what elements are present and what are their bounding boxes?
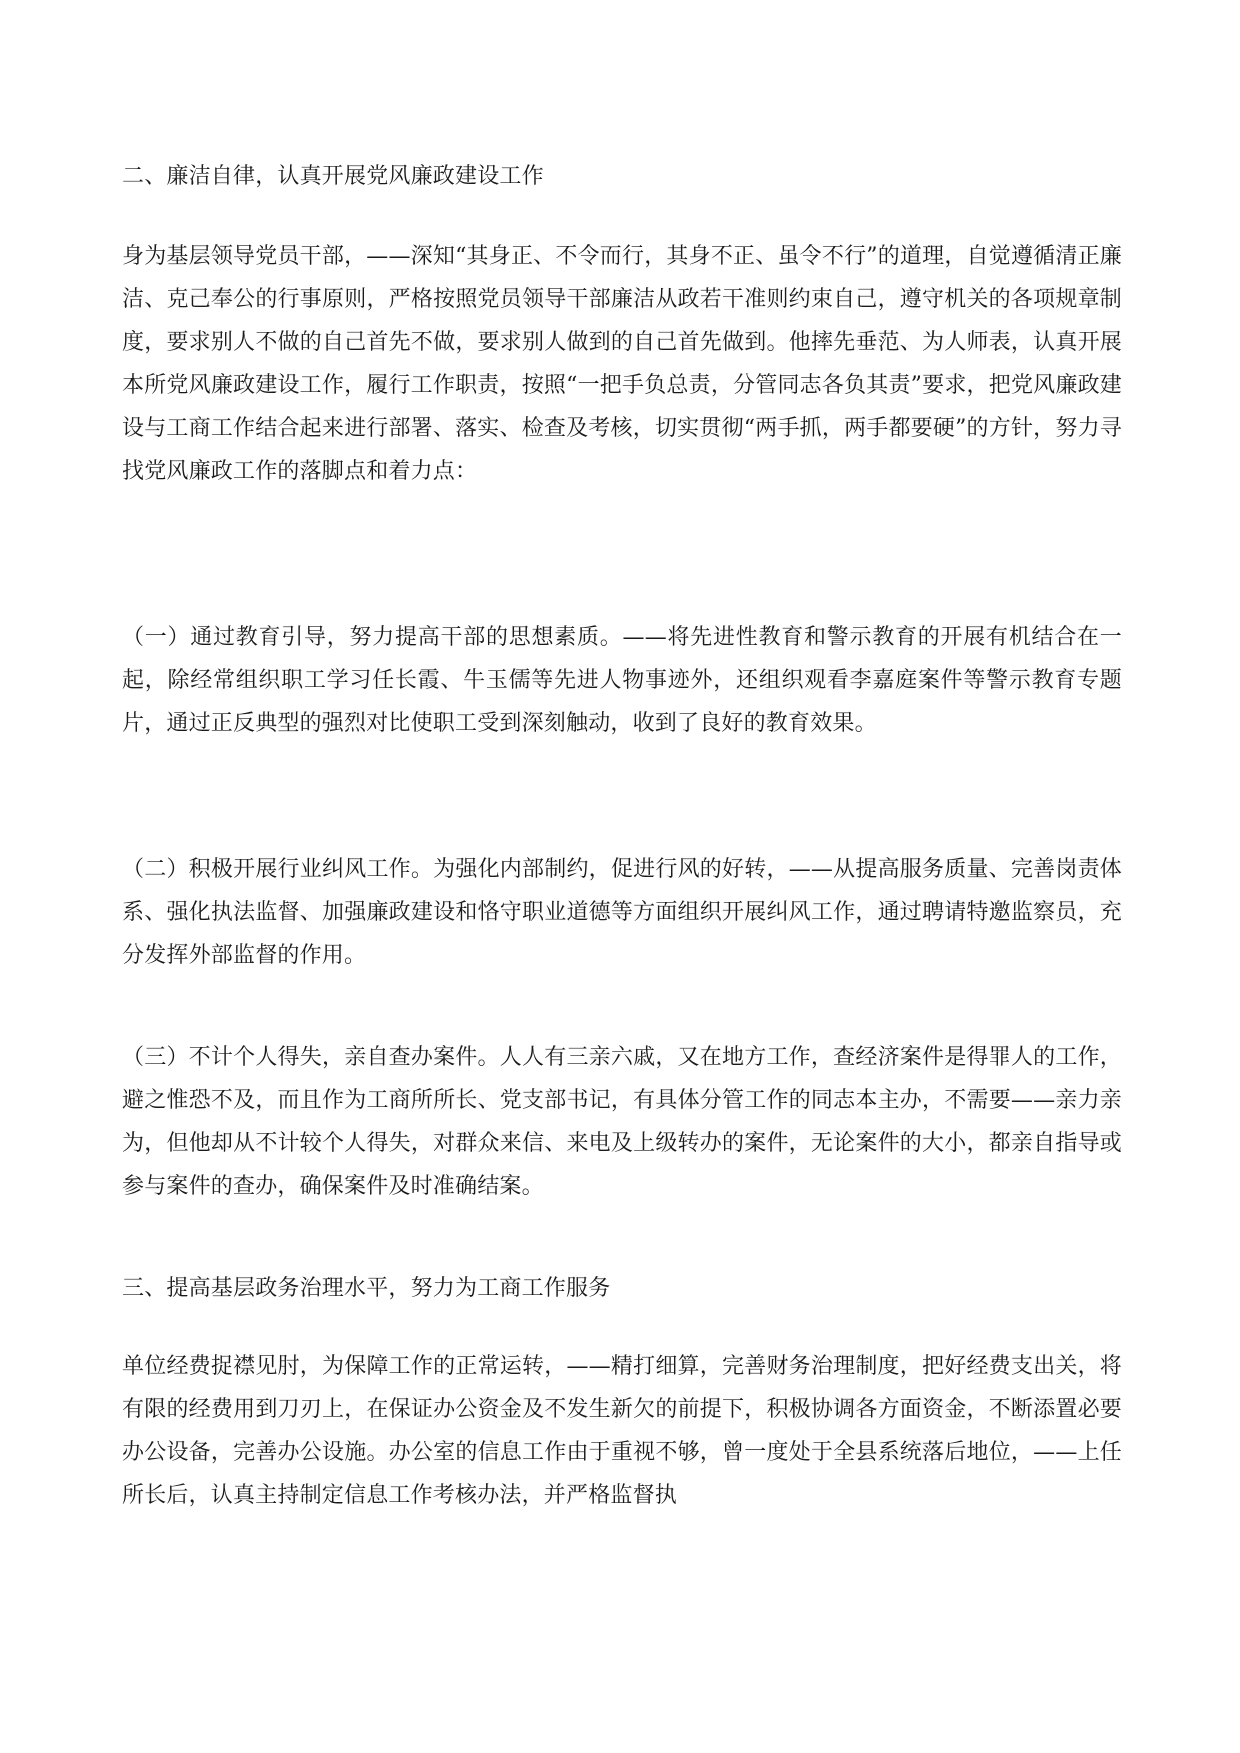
section-heading-3: 三、提高基层政务治理水平，努力为工商工作服务 [122,1276,611,1301]
paragraph-section-2-item-3: （三）不计个人得失，亲自查办案件。人人有三亲六戚，又在地方工作，查经济案件是得罪人的工作，避之惟恐不及，而且作为工商所所长、党支部书记，有具体分管工作的同志本主办，不需要——亲力亲为，但他却从不计较个人得失，对群众来信、来电及上级转办的案件，无论案件的大小，都亲自指导或参与案件的查办，确保案件及时准确结案。 [122,1045,1122,1199]
paragraph-section-3-item-1: 单位经费捉襟见肘，为保障工作的正常运转，——精打细算，完善财务治理制度，把好经费支出关，将有限的经费用到刀刃上，在保证办公资金及不发生新欠的前提下，积极协调各方面资金，不断添置必要办公设备，完善办公设施。办公室的信息工作由于重视不够，曾一度处于全县系统落后地位，——上任所长后，认真主持制定信息工作考核办法，并严格监督执 [122,1354,1122,1508]
paragraph-section-2-item-2: （二）积极开展行业纠风工作。为强化内部制约，促进行风的好转，——从提高服务质量、完善岗责体系、强化执法监督、加强廉政建设和恪守职业道德等方面组织开展纠风工作，通过聘请特邀监察员，充分发挥外部监督的作用。 [122,857,1122,968]
section-heading-2: 二、廉洁自律，认真开展党风廉政建设工作 [122,164,544,189]
paragraph-section-2-intro: 身为基层领导党员干部，——深知“其身正、不令而行，其身不正、虽令不行”的道理，自觉遵循清正廉洁、克己奉公的行事原则，严格按照党员领导干部廉洁从政若干准则约束自己，遵守机关的各项规章制度，要求别人不做的自己首先不做，要求别人做到的自己首先做到。他摔先垂范、为人师表，认真开展本所党风廉政建设工作，履行工作职责，按照“一把手负总责，分管同志各负其责”要求，把党风廉政建设与工商工作结合起来进行部署、落实、检查及考核，切实贯彻“两手抓，两手都要硬”的方针，努力寻找党风廉政工作的落脚点和着力点： [122,244,1122,484]
paragraph-section-2-item-1: （一）通过教育引导，努力提高干部的思想素质。——将先进性教育和警示教育的开展有机结合在一起，除经常组织职工学习任长霞、牛玉儒等先进人物事迹外，还组织观看李嘉庭案件等警示教育专题片，通过正反典型的强烈对比使职工受到深刻触动，收到了良好的教育效果。 [122,625,1122,736]
